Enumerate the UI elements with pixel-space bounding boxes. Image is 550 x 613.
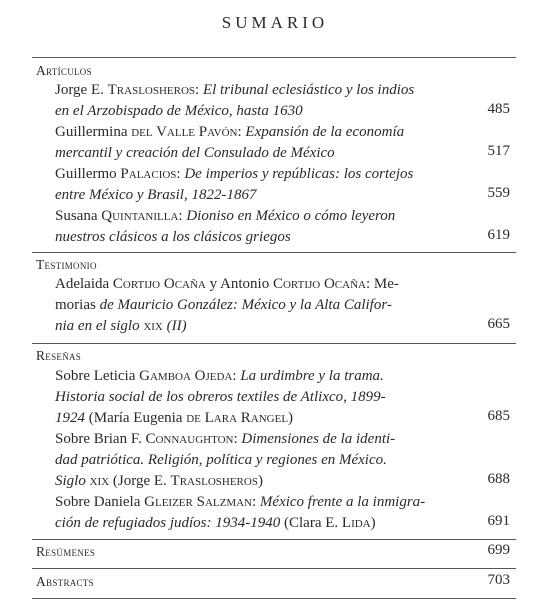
entry-text: morias (55, 297, 100, 313)
toc-entry[interactable] (55, 492, 449, 534)
entry-line (55, 122, 449, 143)
entry-title-text: de Mauricio González: México y la Alta Califor- (99, 297, 392, 313)
entry-title-text: Historia social de los obreros textiles de Atlixco, 1899- (55, 389, 386, 405)
toc-entry[interactable] (55, 429, 449, 492)
entry-author-surname: de Lara Rangel (186, 410, 289, 426)
entry-text: (María Eugenia (85, 410, 187, 426)
entry-line (55, 513, 449, 534)
toc-entry[interactable] (55, 80, 449, 122)
entry-text: : (233, 431, 242, 447)
section-rule (32, 252, 516, 253)
entry-title-text: nuestros clásicos a los clásicos griegos (55, 229, 291, 245)
entry-line (55, 101, 449, 122)
entry-text: Sobre Leticia (55, 368, 140, 384)
entry-title-text: en el Arzobispado de México, hasta 1630 (55, 103, 303, 119)
section-heading-testimonio: Testimonio (36, 257, 97, 272)
entry-title-text: Expansión de la economía (245, 124, 405, 140)
page-number: 665 (487, 316, 510, 332)
entry-title-text: (II) (162, 318, 187, 334)
page-number: 619 (487, 227, 510, 243)
entry-text: Jorge E. (55, 82, 108, 98)
entry-line (55, 429, 449, 450)
page-number: 699 (487, 542, 510, 558)
entry-title-text: mercantil y creación del Consulado de México (55, 145, 335, 161)
section-rule (32, 539, 516, 540)
page-number: 685 (487, 408, 510, 424)
entry-text: ) (257, 473, 263, 489)
entry-author-surname: Palacios (120, 166, 177, 182)
entry-line (55, 164, 449, 185)
entry-line (55, 143, 449, 164)
entry-title-text: ción de refugiados judíos: 1934-1940 (55, 515, 281, 531)
page-number: 559 (487, 185, 510, 201)
page-number: 517 (487, 143, 510, 159)
entry-title-text: El tribunal eclesiástico y los indios (202, 82, 415, 98)
entry-text: Adelaida (55, 276, 113, 292)
entry-text: Sobre Daniela (55, 494, 145, 510)
section-heading-articulos: Artículos (36, 63, 92, 78)
toc-entry[interactable] (55, 366, 449, 429)
entry-text: : (252, 494, 260, 510)
entry-author-surname: Traslosheros (170, 473, 258, 489)
entry-line (55, 227, 449, 248)
entry-author-surname: Cortijo Ocaña (112, 276, 206, 292)
entry-text: Susana (55, 208, 102, 224)
entry-title-text: Siglo (55, 473, 90, 489)
entry-text: Guillermina (55, 124, 132, 140)
toc-entry[interactable] (55, 206, 449, 248)
entry-title-text: dad patriótica. Religión, política y regiones en México. (55, 452, 387, 468)
page-title: SUMARIO (221, 13, 329, 32)
section-rule (32, 343, 516, 344)
entry-title-text: entre México y Brasil, 1822-1867 (55, 187, 257, 203)
entry-title-text: Dimensiones de la identi- (241, 431, 396, 447)
section-heading-resumenes[interactable]: Resúmenes (36, 544, 96, 559)
entry-title-text: La urdimbre y la trama. (240, 368, 384, 384)
toc-entry[interactable] (55, 164, 449, 206)
entry-title-text: nia en el siglo (55, 318, 144, 334)
section-heading-abstracts[interactable]: Abstracts (36, 574, 94, 589)
entry-title-text: México frente a la inmigra- (259, 494, 426, 510)
entry-text: : (232, 368, 241, 384)
entry-text: : (176, 166, 185, 182)
entry-title-text: De imperios y repúblicas: los cortejos (184, 166, 414, 182)
entry-author-surname: Gamboa Ojeda (139, 368, 233, 384)
entry-author-surname: Quintanilla (101, 208, 179, 224)
entry-author-surname: xix (143, 318, 163, 334)
toc-entry[interactable] (55, 122, 449, 164)
entry-author-surname: del Valle Pavón (131, 124, 238, 140)
bottom-rule (32, 598, 516, 599)
entry-line (55, 295, 449, 316)
entry-text: Guillermo (55, 166, 121, 182)
page-number: 703 (487, 572, 510, 588)
entry-text: ) (370, 515, 376, 531)
entry-title-text: Dioniso en México o cómo leyeron (186, 208, 396, 224)
entry-line (55, 80, 449, 101)
page-number: 485 (487, 101, 510, 117)
entry-author-surname: Cortijo Ocaña (272, 276, 366, 292)
entry-author-surname: Gleizer Salzman (144, 494, 252, 510)
entry-text: : (178, 208, 187, 224)
entry-line (55, 408, 449, 429)
entry-line (55, 366, 449, 387)
entry-author-surname: Lida (341, 515, 371, 531)
entry-text: : (195, 82, 203, 98)
entry-line (55, 450, 449, 471)
section-rule (32, 568, 516, 569)
toc-entry[interactable] (55, 274, 449, 337)
entry-author-surname: xix (89, 473, 110, 489)
section-heading-resenas: Reseñas (36, 348, 82, 363)
entry-line (55, 387, 449, 408)
entry-line (55, 471, 449, 492)
entry-author-surname: Connaughton (145, 431, 234, 447)
entry-text: : Me- (365, 276, 399, 292)
entry-line (55, 185, 449, 206)
entry-line (55, 492, 449, 513)
top-rule (32, 57, 516, 58)
entry-text: : (237, 124, 246, 140)
entry-line (55, 316, 449, 337)
entry-title-text: 1924 (55, 410, 85, 426)
entry-line (55, 206, 449, 227)
entry-text: (Jorge E. (109, 473, 171, 489)
entry-author-surname: Traslosheros (107, 82, 196, 98)
page-number: 691 (487, 513, 510, 529)
entry-line (55, 274, 449, 295)
entry-text: ) (288, 410, 294, 426)
entry-text: y Antonio (205, 276, 273, 292)
page-number: 688 (487, 471, 510, 487)
entry-text: Sobre Brian F. (55, 431, 146, 447)
entry-text: (Clara E. (280, 515, 342, 531)
